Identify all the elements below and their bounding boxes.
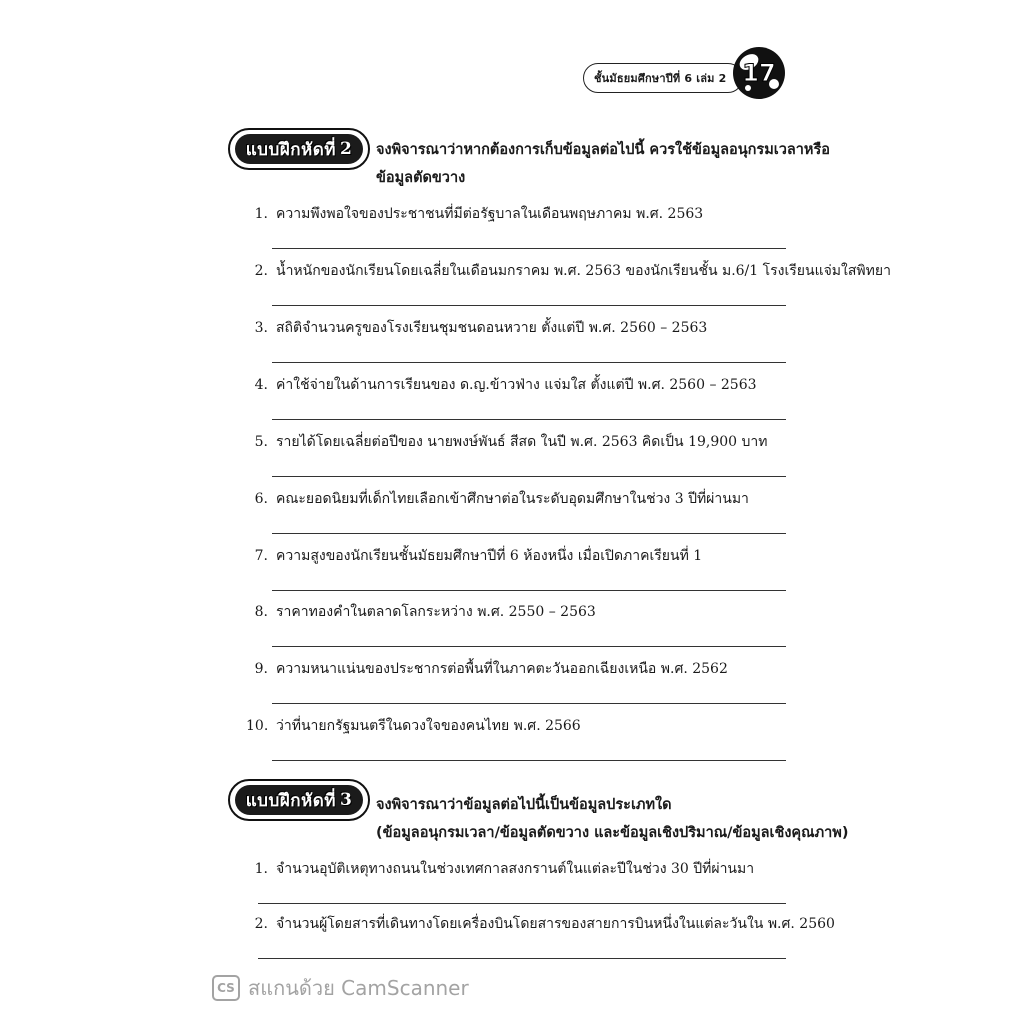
exercise-3-badge <box>228 779 370 821</box>
answer-line[interactable] <box>272 305 786 306</box>
header-title-text: ชั้นมัธยมศึกษาปีที่ 6 เล่ม 2 <box>594 72 727 85</box>
answer-line[interactable] <box>272 533 786 534</box>
answer-line[interactable] <box>272 248 786 249</box>
camscanner-text: สแกนด้วย CamScanner <box>248 976 469 1000</box>
exercise-3-badge-number: 3 <box>339 790 353 810</box>
exercise-2-item-6: 6. คณะยอดนิยมที่เด็กไทยเลือกเข้าศึกษาต่อในระดับอุดมศึกษาในช่วง 3 ปีที่ผ่านมา <box>254 491 749 507</box>
exercise-2-item-2: 2. น้ำหนักของนักเรียนโดยเฉลี่ยในเดือนมกราคม พ.ศ. 2563 ของนักเรียนชั้น ม.6/1 โรงเรียนแจ่มใสพิทยา <box>254 263 891 279</box>
exercise-2-instruction-line1: จงพิจารณาว่าหากต้องการเก็บข้อมูลต่อไปนี้ ควรใช้ข้อมูลอนุกรมเวลาหรือ <box>376 142 830 158</box>
exercise-3-instruction-line1: จงพิจารณาว่าข้อมูลต่อไปนี้เป็นข้อมูลประเภทใด <box>376 797 672 813</box>
exercise-2-item-10: 10. ว่าที่นายกรัฐมนตรีในดวงใจของคนไทย พ.ศ. 2566 <box>246 718 581 734</box>
exercise-2-item-9: 9. ความหนาแน่นของประชากรต่อพื้นที่ในภาคตะวันออกเฉียงเหนือ พ.ศ. 2562 <box>254 661 728 677</box>
answer-line[interactable] <box>272 703 786 704</box>
exercise-2-item-8: 8. ราคาทองคำในตลาดโลกระหว่าง พ.ศ. 2550 – 2563 <box>254 604 596 620</box>
exercise-2-badge <box>228 128 370 170</box>
exercise-2-item-4: 4. ค่าใช้จ่ายในด้านการเรียนของ ด.ญ.ข้าวฟ่าง แจ่มใส ตั้งแต่ปี พ.ศ. 2560 – 2563 <box>254 377 757 393</box>
header-title <box>583 63 743 93</box>
camscanner-watermark <box>212 972 469 1004</box>
exercise-3-badge-label: แบบฝึกหัดที่ <box>245 790 336 811</box>
exercise-2-instruction-line2: ข้อมูลตัดขวาง <box>376 170 466 186</box>
answer-line[interactable] <box>272 362 786 363</box>
exercise-2-badge-number: 2 <box>339 139 353 159</box>
exercise-3-item-2: 2. จำนวนผู้โดยสารที่เดินทางโดยเครื่องบินโดยสารของสายการบินหนึ่งในแต่ละวันใน พ.ศ. 2560 <box>254 916 835 932</box>
answer-line[interactable] <box>272 419 786 420</box>
answer-line[interactable] <box>272 646 786 647</box>
answer-line[interactable] <box>272 590 786 591</box>
exercise-2-item-1: 1. ความพึงพอใจของประชาชนที่มีต่อรัฐบาลในเดือนพฤษภาคม พ.ศ. 2563 <box>254 206 704 222</box>
exercise-2-item-7: 7. ความสูงของนักเรียนชั้นมัธยมศึกษาปีที่ 6 ห้องหนึ่ง เมื่อเปิดภาคเรียนที่ 1 <box>254 548 703 564</box>
exercise-2-item-3: 3. สถิติจำนวนครูของโรงเรียนชุมชนดอนหวาย ตั้งแต่ปี พ.ศ. 2560 – 2563 <box>254 320 708 336</box>
exercise-3-instruction-line2: (ข้อมูลอนุกรมเวลา/ข้อมูลตัดขวาง และข้อมูลเชิงปริมาณ/ข้อมูลเชิงคุณภาพ) <box>376 825 849 841</box>
exercise-3-item-1: 1. จำนวนอุบัติเหตุทางถนนในช่วงเทศกาลสงกรานต์ในแต่ละปีในช่วง 30 ปีที่ผ่านมา <box>254 861 755 877</box>
exercise-2-badge-label: แบบฝึกหัดที่ <box>245 139 336 160</box>
page-number-badge <box>733 47 785 99</box>
exercise-2-item-5: 5. รายได้โดยเฉลี่ยต่อปีของ นายพงษ์พันธ์ สีสด ในปี พ.ศ. 2563 คิดเป็น 19,900 บาท <box>254 434 768 450</box>
camscanner-icon: CS <box>212 975 240 1001</box>
answer-line[interactable] <box>272 760 786 761</box>
answer-line[interactable] <box>272 476 786 477</box>
answer-line[interactable] <box>258 903 786 904</box>
page-number: 17 <box>742 59 776 87</box>
answer-line[interactable] <box>258 958 786 959</box>
